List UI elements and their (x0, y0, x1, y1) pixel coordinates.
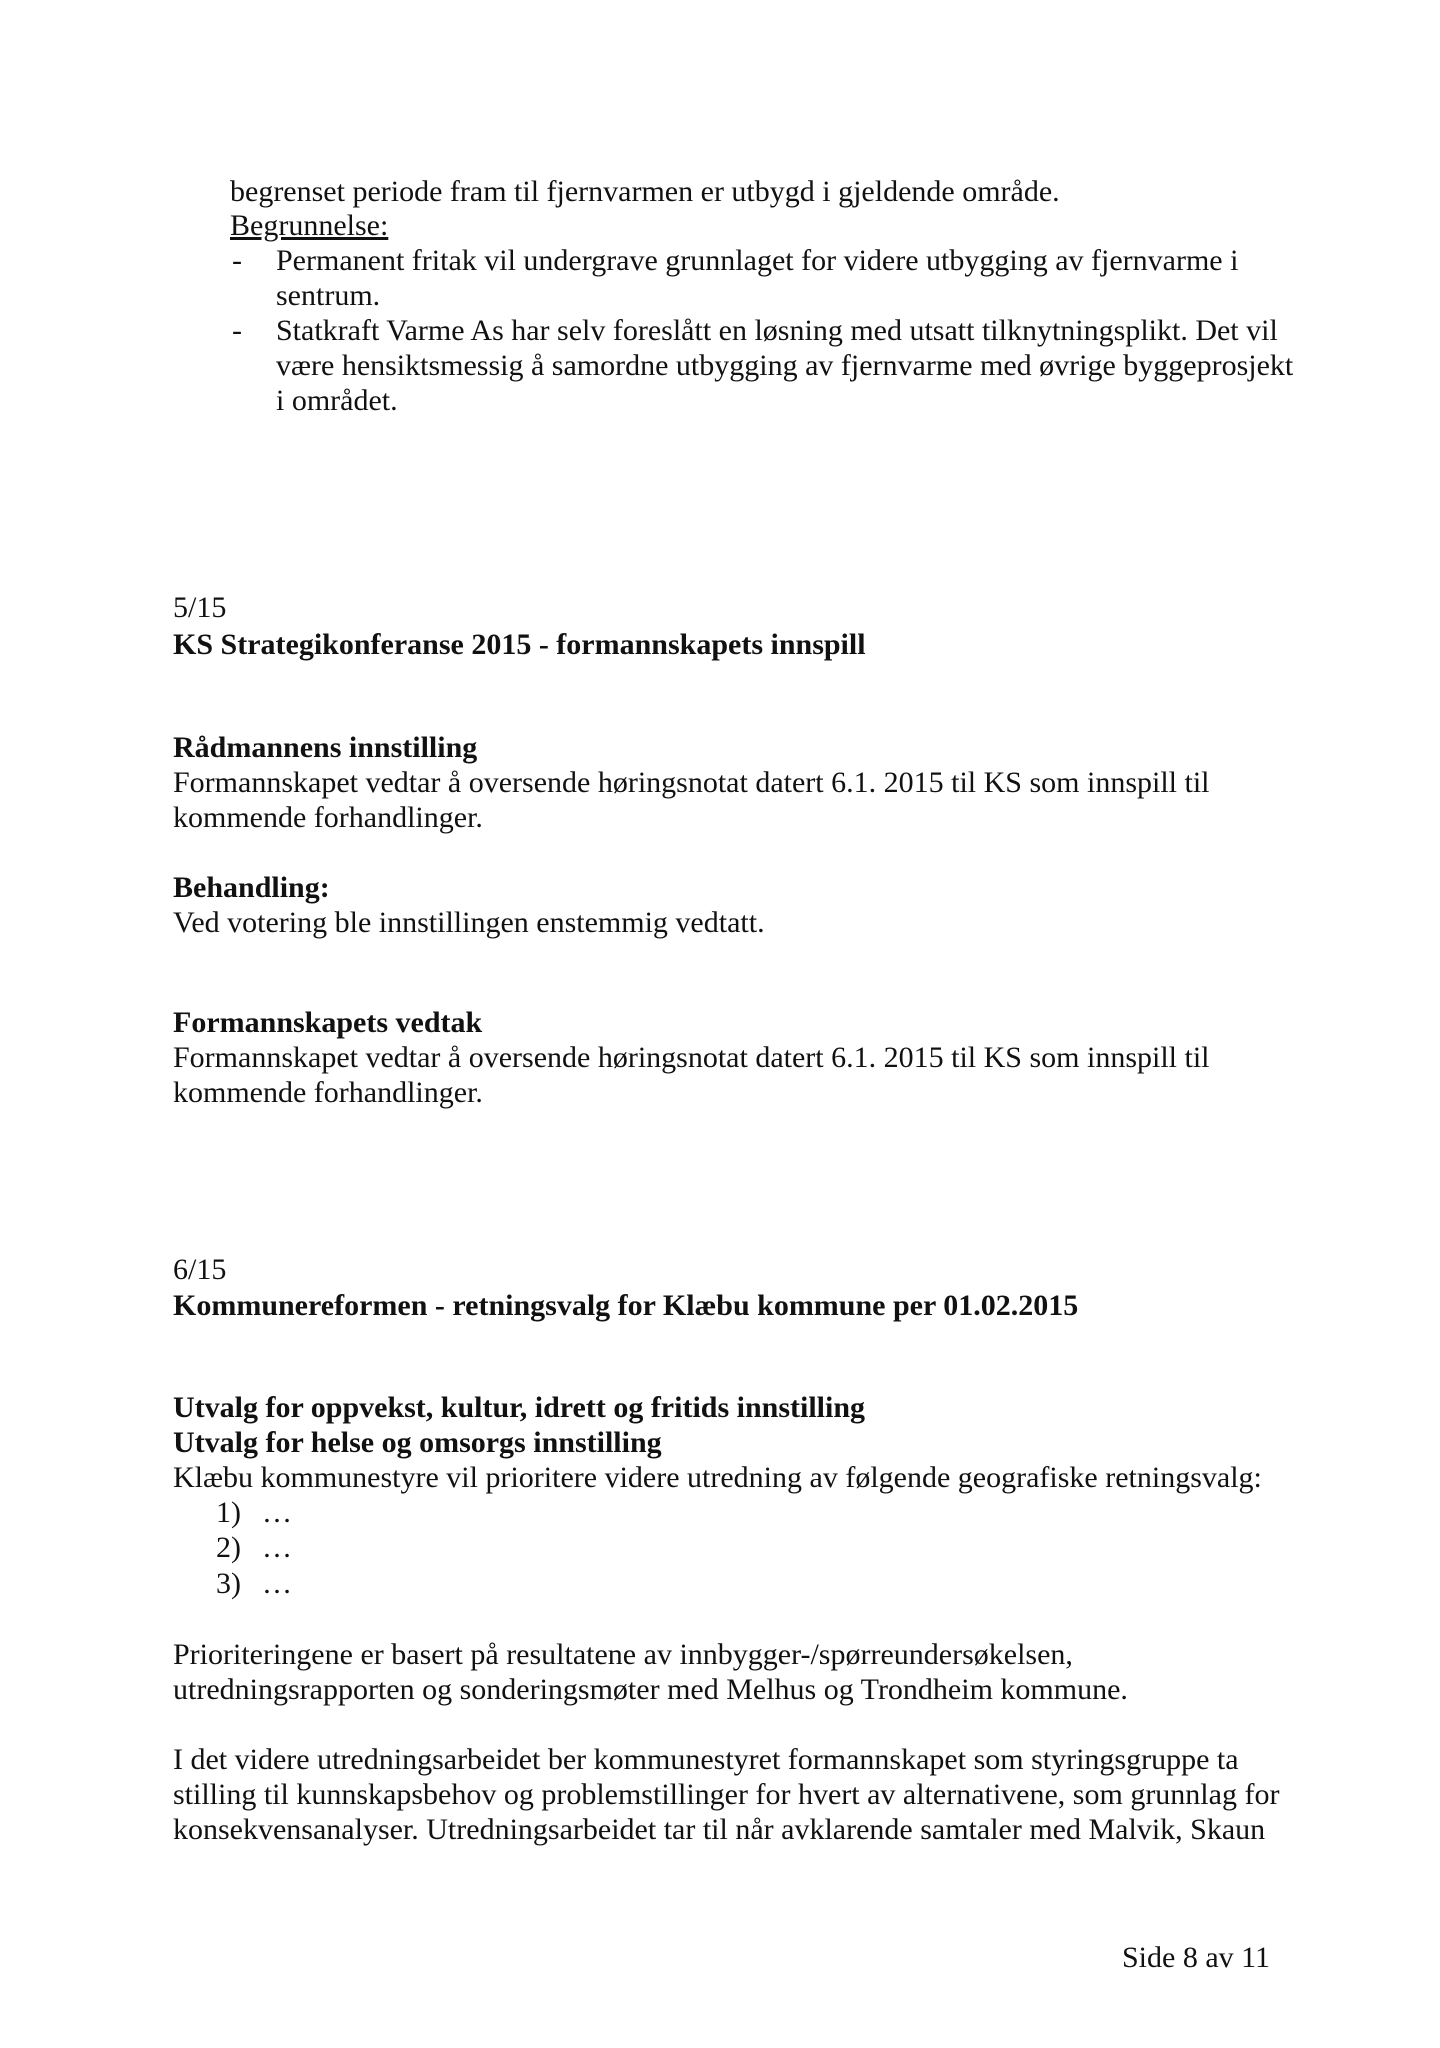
committee-heading: Utvalg for oppvekst, kultur, idrett og fritids innstilling (173, 1391, 866, 1424)
bullet-line: være hensiktsmessig å samordne utbygging av fjernvarme med øvrige byggeprosjekt (276, 349, 1294, 382)
page-number: Side 8 av 11 (1122, 1941, 1271, 1974)
list-item: … (262, 1496, 292, 1529)
case-title: KS Strategikonferanse 2015 - formannskapets innspill (173, 628, 866, 661)
paragraph-line: I det videre utredningsarbeidet ber kommunestyret formannskapet som styringsgruppe ta (173, 1743, 1239, 1776)
bullet-line: Statkraft Varme As har selv foreslått en løsning med utsatt tilknytningsplikt. Det vil (276, 314, 1278, 347)
bullet-line: sentrum. (276, 279, 381, 312)
list-item: … (262, 1531, 292, 1564)
list-number: 1) (216, 1496, 241, 1529)
case-number: 6/15 (173, 1253, 227, 1286)
case-number: 5/15 (173, 591, 227, 624)
case-title: Kommunereformen - retningsvalg for Klæbu kommune per 01.02.2015 (173, 1289, 1079, 1322)
paragraph-line: Prioriteringene er basert på resultatene av innbygger-/spørreundersøkelsen, (173, 1638, 1073, 1671)
treatment-heading: Behandling: (173, 871, 330, 904)
bullet-dash: - (232, 244, 242, 277)
paragraph-line: stilling til kunnskapsbehov og problemstillinger for hvert av alternativene, som grunnlag for (173, 1778, 1280, 1811)
list-number: 3) (216, 1567, 241, 1600)
begrunnelse-label: Begrunnelse: (230, 209, 389, 242)
recommendation-text: Formannskapet vedtar å oversende høringsnotat datert 6.1. 2015 til KS som innspill til (173, 766, 1210, 799)
decision-text: Formannskapet vedtar å oversende høringsnotat datert 6.1. 2015 til KS som innspill til (173, 1041, 1210, 1074)
recommendation-text: kommende forhandlinger. (173, 801, 483, 834)
committee-heading: Utvalg for helse og omsorgs innstilling (173, 1426, 662, 1459)
recommendation-heading: Rådmannens innstilling (173, 731, 478, 764)
decision-text: kommende forhandlinger. (173, 1076, 483, 1109)
bullet-line: Permanent fritak vil undergrave grunnlaget for videre utbygging av fjernvarme i (276, 244, 1239, 277)
paragraph-line: konsekvensanalyser. Utredningsarbeidet tar til når avklarende samtaler med Malvik, Skaun (173, 1813, 1266, 1846)
bullet-dash: - (232, 314, 242, 347)
treatment-text: Ved votering ble innstillingen enstemmig vedtatt. (173, 906, 765, 939)
bullet-line: i området. (276, 384, 398, 417)
decision-heading: Formannskapets vedtak (173, 1006, 483, 1039)
paragraph-line: utredningsrapporten og sonderingsmøter med Melhus og Trondheim kommune. (173, 1673, 1128, 1706)
continuation-line: begrenset periode fram til fjernvarmen er utbygd i gjeldende område. (230, 175, 1060, 208)
list-number: 2) (216, 1531, 241, 1564)
intro-text: Klæbu kommunestyre vil prioritere videre utredning av følgende geografiske retningsvalg: (173, 1461, 1262, 1494)
list-item: … (262, 1567, 292, 1600)
